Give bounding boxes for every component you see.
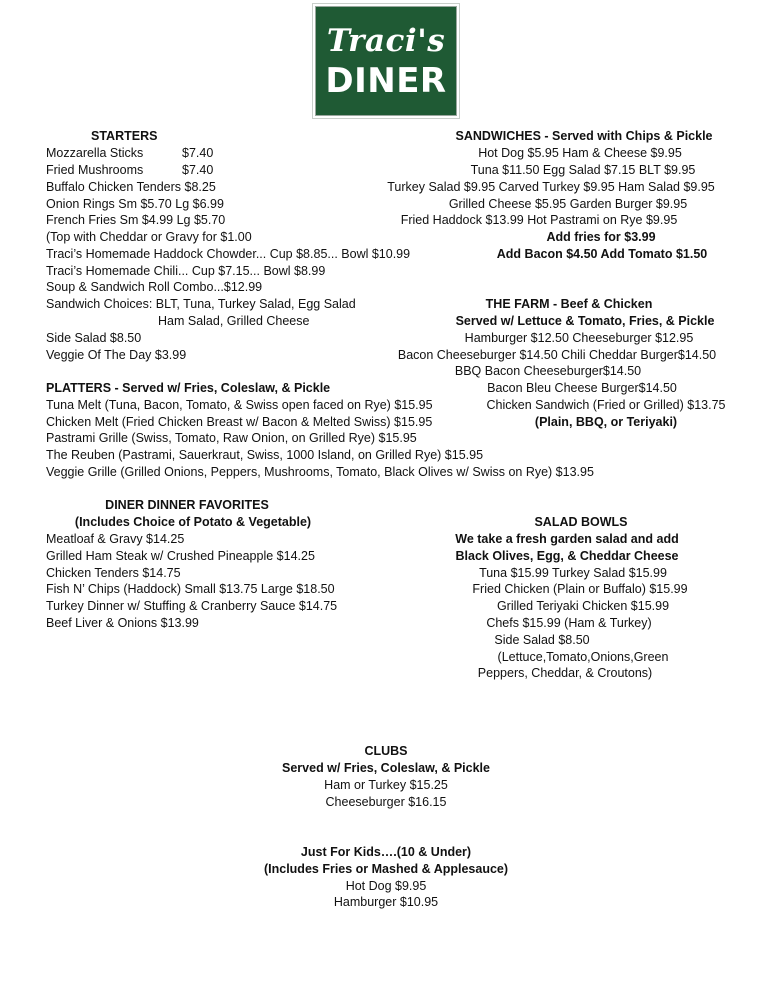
menu-item: Bacon Bleu Cheese Burger$14.50: [487, 381, 677, 395]
menu-item: Onion Rings Sm $5.70 Lg $6.99: [46, 197, 224, 211]
menu-note: (Lettuce,Tomato,Onions,Green: [497, 650, 669, 664]
menu-item: Tuna $15.99 Turkey Salad $15.99: [479, 566, 667, 580]
menu-item: Turkey Salad $9.95 Carved Turkey $9.95 Ham Salad $9.95: [387, 180, 715, 194]
clubs-subtitle: Served w/ Fries, Coleslaw, & Pickle: [282, 761, 490, 775]
menu-item: Side Salad $8.50: [494, 633, 590, 647]
add-fries-note: Add fries for $3.99: [546, 230, 656, 244]
sandwiches-title: SANDWICHES - Served with Chips & Pickle: [455, 129, 713, 143]
menu-item: Chicken Melt (Fried Chicken Breast w/ Bacon & Melted Swiss) $15.95: [46, 415, 433, 429]
starters-title: STARTERS: [91, 129, 158, 143]
menu-item: Bacon Cheeseburger $14.50 Chili Cheddar Burger$14.50: [397, 348, 717, 362]
menu-item-price: $7.40: [182, 146, 214, 160]
farm-title: THE FARM - Beef & Chicken: [485, 297, 653, 311]
menu-item: Grilled Cheese $5.95 Garden Burger $9.95: [448, 197, 688, 211]
logo-script-text: Traci's: [326, 23, 446, 59]
farm-note: (Plain, BBQ, or Teriyaki): [534, 415, 678, 429]
menu-item: Side Salad $8.50: [46, 331, 142, 345]
menu-item: Soup & Sandwich Roll Combo...$12.99: [46, 280, 263, 294]
menu-item: Fish N’ Chips (Haddock) Small $13.75 Large $18.50: [46, 582, 335, 596]
menu-item: Chefs $15.99 (Ham & Turkey): [486, 616, 652, 630]
menu-item: Hamburger $12.50 Cheeseburger $12.95: [464, 331, 694, 345]
menu-item: Beef Liver & Onions $13.99: [46, 616, 199, 630]
menu-item: Cheeseburger $16.15: [325, 795, 447, 809]
menu-item: Traci’s Homemade Chili... Cup $7.15... Bowl $8.99: [46, 264, 326, 278]
menu-note: Sandwich Choices: BLT, Tuna, Turkey Salad, Egg Salad: [46, 297, 356, 311]
menu-item: Pastrami Grille (Swiss, Tomato, Raw Onion, on Grilled Rye) $15.95: [46, 431, 417, 445]
salad-intro: Black Olives, Egg, & Cheddar Cheese: [455, 549, 679, 563]
salad-title: SALAD BOWLS: [534, 515, 628, 529]
menu-item: Veggie Of The Day $3.99: [46, 348, 187, 362]
menu-item: Mozzarella Sticks: [46, 146, 144, 160]
add-bacon-note: Add Bacon $4.50 Add Tomato $1.50: [496, 247, 708, 261]
dinner-subtitle: (Includes Choice of Potato & Vegetable): [74, 515, 312, 529]
menu-item: Tuna Melt (Tuna, Bacon, Tomato, & Swiss open faced on Rye) $15.95: [46, 398, 433, 412]
platters-title: PLATTERS - Served w/ Fries, Coleslaw, & Pickle: [46, 381, 331, 395]
kids-subtitle: (Includes Fries or Mashed & Applesauce): [263, 862, 509, 876]
salad-intro: We take a fresh garden salad and add: [455, 532, 679, 546]
dinner-title: DINER DINNER FAVORITES: [105, 498, 269, 512]
menu-item: Traci’s Homemade Haddock Chowder... Cup $8.85... Bowl $10.99: [46, 247, 411, 261]
logo-diner-text: DINER: [325, 61, 447, 101]
menu-item: Hot Dog $9.95: [345, 879, 427, 893]
menu-note: Ham Salad, Grilled Cheese: [158, 314, 310, 328]
kids-title: Just For Kids….(10 & Under): [300, 845, 472, 859]
menu-item: Hamburger $10.95: [333, 895, 439, 909]
menu-item: Tuna $11.50 Egg Salad $7.15 BLT $9.95: [470, 163, 696, 177]
menu-item: French Fries Sm $4.99 Lg $5.70: [46, 213, 226, 227]
farm-subtitle: Served w/ Lettuce & Tomato, Fries, & Pickle: [455, 314, 715, 328]
menu-item: The Reuben (Pastrami, Sauerkraut, Swiss, 1000 Island, on Grilled Rye) $15.95: [46, 448, 484, 462]
menu-item: Grilled Ham Steak w/ Crushed Pineapple $14.25: [46, 549, 315, 563]
menu-item: Chicken Tenders $14.75: [46, 566, 181, 580]
menu-note: Peppers, Cheddar, & Croutons): [477, 666, 653, 680]
menu-item: Fried Mushrooms: [46, 163, 144, 177]
menu-item: Veggie Grille (Grilled Onions, Peppers, Mushrooms, Tomato, Black Olives w/ Swiss on Rye) $13.95: [46, 465, 594, 479]
menu-item: Chicken Sandwich (Fried or Grilled) $13.75: [486, 398, 726, 412]
menu-item: Meatloaf & Gravy $14.25: [46, 532, 185, 546]
clubs-title: CLUBS: [364, 744, 408, 758]
menu-item: BBQ Bacon Cheeseburger$14.50: [454, 364, 642, 378]
menu-item: Fried Chicken (Plain or Buffalo) $15.99: [472, 582, 688, 596]
menu-item: Buffalo Chicken Tenders $8.25: [46, 180, 216, 194]
menu-item: Hot Dog $5.95 Ham & Cheese $9.95: [478, 146, 682, 160]
diner-logo: [316, 7, 456, 115]
menu-item-price: $7.40: [182, 163, 214, 177]
menu-item: Turkey Dinner w/ Stuffing & Cranberry Sauce $14.75: [46, 599, 338, 613]
menu-item: Grilled Teriyaki Chicken $15.99: [496, 599, 670, 613]
menu-note: (Top with Cheddar or Gravy for $1.00: [46, 230, 252, 244]
menu-item: Fried Haddock $13.99 Hot Pastrami on Rye $9.95: [400, 213, 678, 227]
menu-item: Ham or Turkey $15.25: [324, 778, 448, 792]
